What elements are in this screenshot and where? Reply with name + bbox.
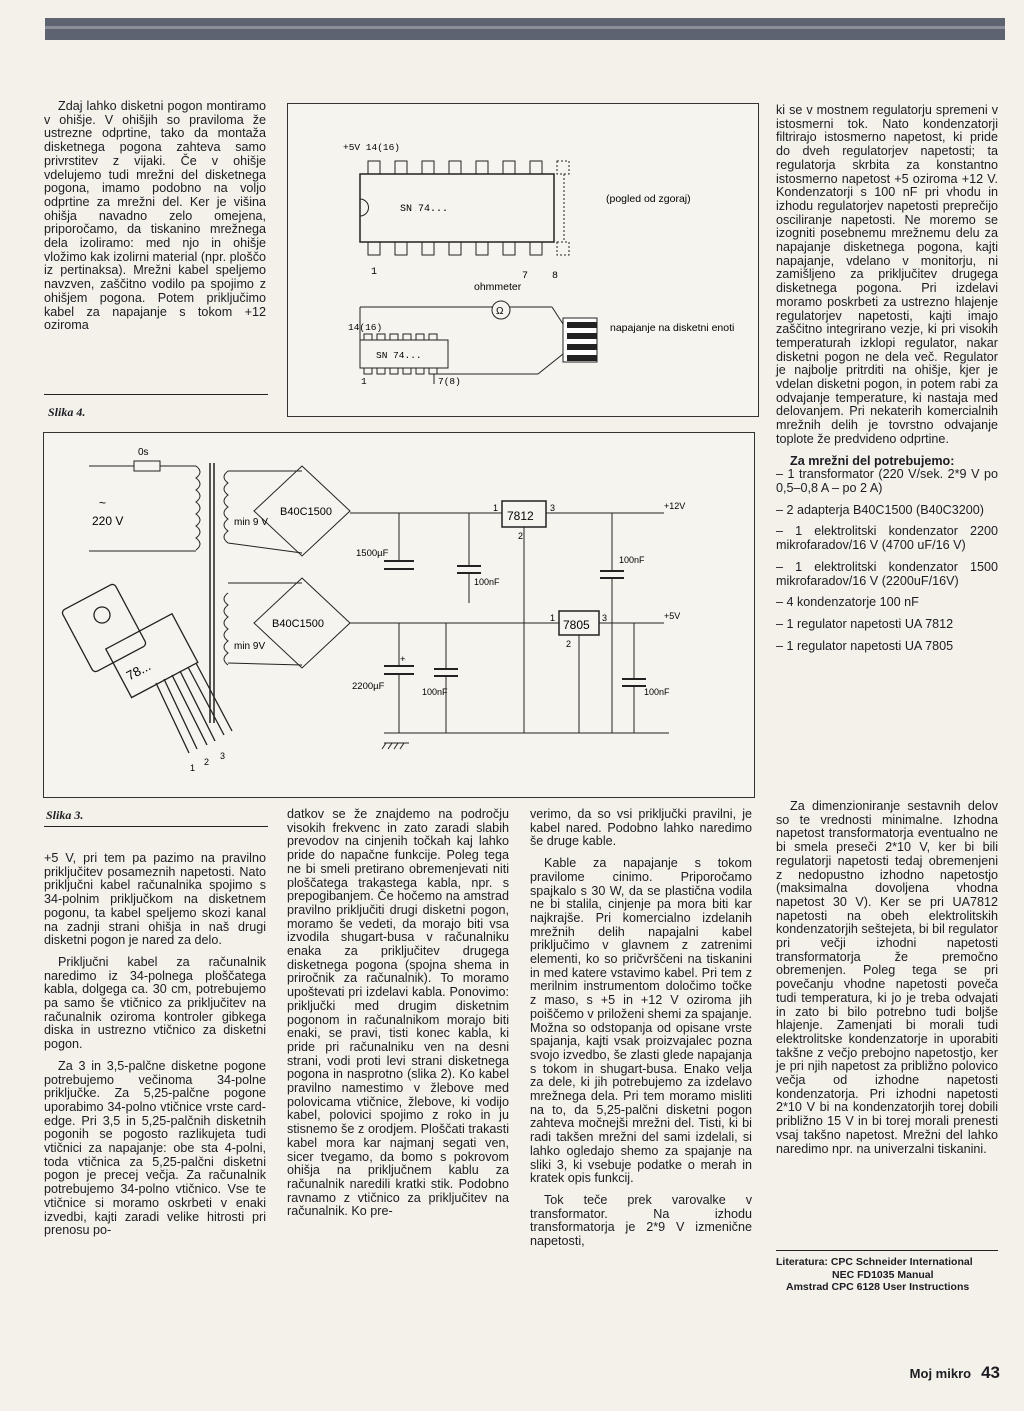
- cap3-label: 100nF: [619, 555, 645, 565]
- col4-top-text: [776, 104, 998, 661]
- pin-label: 7: [522, 271, 529, 282]
- pin-label: 1: [371, 267, 378, 278]
- bridge1-label: B40C1500: [280, 506, 332, 518]
- plus-sign: +: [400, 654, 406, 665]
- paragraph: +5 V, pri tem pa pazimo na pravilno priključitev posameznih napetosti. Nato priključni kabel računalnika spojimo s 34-polnim priključkom na disketnem pogonu, ta kabel speljemo skozi kanal na zadnji strani ohišja in naš drugi disketni pogon je nared za delo.: [44, 851, 266, 948]
- cap1-label: 1500µF: [356, 548, 389, 559]
- list-item: – 4 kondenzatorje 100 nF: [776, 595, 919, 610]
- divider: [44, 394, 268, 395]
- figure4-diagram: [287, 103, 759, 417]
- list-item: – 2 adapterja B40C1500 (B40C3200): [776, 502, 984, 517]
- leg-label: 2: [204, 757, 210, 767]
- leg-label: 1: [190, 763, 196, 773]
- page-number: 43: [981, 1363, 1000, 1382]
- figure3-caption: Slika 3.: [46, 808, 84, 822]
- list-item: – 1 elektrolitski kondenzator 1500 mikrofaradov/16 V (2200uF/16V): [776, 559, 998, 588]
- fuse-label: 0s: [138, 447, 149, 458]
- list-item: – 1 regulator napetosti UA 7805: [776, 638, 954, 653]
- wire: [538, 354, 563, 374]
- supply-label: +5V 14(16): [343, 142, 401, 153]
- figure3-diagram: [43, 432, 755, 798]
- col2-bottom-text: [287, 808, 509, 1227]
- literature: [776, 1256, 1006, 1294]
- pin-label: 3: [550, 503, 556, 513]
- divider: [776, 1250, 998, 1251]
- list-item: – 1 elektrolitski kondenzator 2200 mikrofaradov/16 V (4700 uF/16 V): [776, 524, 998, 553]
- paragraph: Tok teče prek varovalke v transformator. Na izhodu transformatorja je 2*9 V izmenične napetosti,: [530, 1192, 752, 1249]
- paragraph: Za 3 in 3,5-palčne disketne pogone potrebujemo večinoma 34-polne priključke. Za 5,25-palčne pogone uporabimo 34-polno vtičnice vrste card-edge. Pri 3,5 in 5,25-palčnih disketnih pogonih se pogosto razlikujeta tudi vtičnici za napajanje: obe sta 4-polni, toda vtičnica za 5,25-palčni disketni pogon je precej večja. Za računalnik potrebujemo 34-polno vtičnico. Vse te vtičnice si moramo oskrbeti v enaki izvedbi, kajti zaradi velike hitrosti pri prenosu po-: [44, 1058, 266, 1238]
- chip-top-body: [360, 174, 554, 242]
- pin-label: 3: [602, 613, 608, 623]
- literature-line: Amstrad CPC 6128 User Instructions: [786, 1281, 970, 1293]
- pin-label: 14(16): [348, 322, 383, 333]
- logic-test-diagram: [288, 104, 758, 416]
- cap2-label: 100nF: [474, 577, 500, 587]
- divider: [44, 826, 268, 827]
- chip-top-pins: [368, 161, 569, 255]
- pin-label: 8: [552, 271, 559, 282]
- cap5-label: 100nF: [422, 687, 448, 697]
- ground-icon: [382, 743, 409, 749]
- secondary1-label: min 9 V: [234, 517, 268, 528]
- secondary2-label: min 9V: [234, 641, 266, 652]
- paragraph: Zdaj lahko disketni pogon montiramo v ohišje. V ohišjih so praviloma že ustrezne odprtine, tako da montaža disketnega pogona zahteva samo privrstitev z vijaki. Če v ohišje vdelujemo tudi mrežni del disketnega pogona, imamo podobno na voljo odprtine za mrežni del. Ker je višina ohišja navadno zelo omejena, priporočamo, da tiskanino mrežnega dela izoliramo: med njo in ohišje vložimo kak izolirni material (npr. ploščo iz pertinaksa). Mrežni kabel speljemo navzven, zaščitno vodilo pa spojimo z ohišjem pogona. Potem priključimo kabel za napajanje s tokom +12 oziroma: [44, 99, 266, 333]
- col3-bottom-text: [530, 808, 752, 1257]
- reg2-label: 7805: [563, 618, 590, 632]
- paragraph: Kable za napajanje s tokom pravilome cinimo. Priporočamo spajkalo s 30 W, da se plastična vodila ne bi stalila, cinjenje pa mora biti kar najkrajše. Pri komercialno izdelanih mrežnih delih napajalni kabel priključimo v glavnem z zatrenimi elementi, ko so pričvrščeni na tiskanini in med katere vstavimo kabel. Pri tem z merilnim instrumentom določimo točke z maso, s +5 in +12 V oziroma jih poiščemo v priloženi shemi za spajanje. Možna so odstopanja od opisane vrste spajanja, kajti vsak proizvajalec pozna svojo izvedbo, še zlasti glede napajanja s tokom in shugart-busa. Enako velja za dele, ki jih potrebujemo za izdelavo mrežnega dela. Pri tem moramo misliti na to, da 5,25-palčni disketni pogon zahteva močnejši mrežni del. Tisti, ki bi radi takšen mrežni del sami izdelali, si lahko ogledajo shemo za spajanje na sliki 3, ki vsebuje podatke o merah in kratek opis funkcij.: [530, 856, 752, 1186]
- left-top-text: [44, 100, 266, 341]
- parts-list: [776, 468, 998, 653]
- leg-label: 3: [220, 751, 226, 761]
- paragraph: Priključni kabel za računalnik naredimo iz 34-polnega ploščatega kabla, dolgega ca. 30 cm, potrebujemo pa samo še vtičnico za priključitev na računalnik oziroma kontroler gibkega diska in ustrezno vtičnico za disketni pogon.: [44, 954, 266, 1052]
- transformer-primary: [196, 466, 200, 550]
- power-connector: [563, 318, 597, 362]
- figure4-caption: Slika 4.: [48, 405, 86, 419]
- magazine-name: Moj mikro: [909, 1366, 972, 1381]
- ohm-symbol: Ω: [496, 306, 504, 317]
- connector-note: [610, 322, 734, 334]
- fuse-icon: [134, 461, 160, 471]
- out12-label: +12V: [664, 501, 686, 511]
- page-footer: [910, 1363, 1000, 1383]
- pin-label: 2: [566, 639, 572, 649]
- transformer-secondary1: [224, 471, 228, 543]
- paragraph: datkov se že znajdemo na področju visokih frekvenc in zato zaradi slabih prevodov na cinjenih točkah kaj lahko pride do napačne funkcije. Poleg tega ne bi smeli pretirano obremenjevati niti ploščatega trakastega kabla, npr. s prepogibanjem. Če hočemo na amstrad pravilno priključiti drugi disketni pogon, moramo še vedeti, da morajo biti vsa izvodila shugart-busa v računalniku enaka za priključitev drugega disketnega pogona (spojna shema in priročnik za računalnik). To moramo upoštevati pri izdelavi kabla. Ponovimo: priključki med drugim disketnim pogonom in računalnikom morajo biti enaki, se pravi, tisti konec kabla, ki pride pri računalniku ven na desni strani, vodi proti levi strani disketnega pogona in nasprotno (slika 2). Ko kabel pravilno namestimo v žlebove med polovicama vtičnice, žlebove, ki vodijo kabel, polovici spojimo z roko in ju stisnemo še z orodjem. Ploščati trakasti kabel mora kar najmanj segati ven, sicer tvegamo, da bomo s pokrovom ohišja na priključnem kablu za računalnik naredili kratki stik. Podobno ravnamo z vtičnico za priključitev na računalnik. Ko pre-: [287, 807, 509, 1219]
- cap4-label: 2200µF: [352, 681, 385, 692]
- pin-label: 2: [518, 531, 524, 541]
- reg1-label: 7812: [507, 509, 534, 523]
- view-note: (pogled od zgoraj): [606, 193, 691, 205]
- out5-label: +5V: [664, 611, 681, 621]
- pin-label: 7(8): [438, 376, 461, 387]
- ac-symbol: ~: [99, 496, 107, 510]
- list-item: – 1 regulator napetosti UA 7812: [776, 616, 954, 631]
- literature-line: NEC FD1035 Manual: [832, 1268, 934, 1281]
- wire: [552, 307, 563, 324]
- parts-heading: Za mrežni del potrebujemo:: [790, 453, 955, 468]
- col1-bottom-text: [44, 852, 266, 1246]
- paragraph: Za dimenzioniranje sestavnih delov so te vrednosti minimalne. Izhodna napetost transformatorja eventualno ne bi smela preseči 2*10 V, ker bi bili regulatorji napetosti tedaj obremenjeni z nedopustno izhodno napetostjo (maksimalna dovoljena vhodna napetost 30 V). Ker se pri UA7812 napetosti na obeh elektrolitskih kondenzatorjih seštejeta, bi bil regulator pri večji izhodni napetosti transformatorja že premočno obremenjen. Poleg tega se pri povečanju vhodne napetosti poveča tudi temperatura, ki jo je treba odvajati in zato bi bilo potrebno tudi boljše hlajenje. Zamenjati bi morali tudi elektrolitske kondenzatorje in uporabiti takšne z večjo prebojno napetostjo, ker je pri njih napetost za približno polovico večja od izhodne napetosti kondenzatorja. Pri izhodni napetosti 2*10 V bi na kondenzatorjih torej dobili približno 15 V in bi torej morali prenesti vsaj takšno napetost. Mrežni del lahko naredimo npr. na univerzalni tiskanini.: [776, 799, 998, 1156]
- transformer-secondary2: [224, 593, 228, 665]
- chip-notch: [360, 199, 369, 216]
- col4-bottom-text: [776, 800, 998, 1164]
- header-bar: [45, 18, 1005, 40]
- pin-label: 1: [361, 376, 367, 387]
- bridge2-label: B40C1500: [272, 618, 324, 630]
- package-label: 78...: [123, 658, 154, 684]
- literature-line: Literatura: CPC Schneider International: [776, 1256, 973, 1268]
- wire: [228, 543, 302, 553]
- paragraph: ki se v mostnem regulatorju spremeni v istosmerni tok. Nato kondenzatorji filtrirajo istosmerno napetost, ki pride do dveh regulatorjev napetosti; ta regulatorja skrbita za konstantno istosmerno napetost +5 oziroma +12 V. Kondenzatorji s 100 nF pri vhodu in izhodu regulatorjev napetosti preprečijo osciliranje napetosti. Ne moremo se izogniti posebnemu mrežnemu delu za napajanje disketnega pogona, kajti napajanje, vdelano v monitorju, ni zamišljeno za priključitev drugega disketnega pogona. Pri izdelavi moramo poskrbeti za ustrezno hlajenje regulatorjev napetosti, kajti imajo zaščitno integrirano vezje, ki pri visokih temperaturah izklopi regulator, nakar disketni pogon ne dela več. Regulator je najbolje pritrditi na ohišje, kjer je vdelan disketni pogon, in potem rabi za odvajanje temperature, ki nastaja med delovanjem. Pri nekaterih komercialnih mrežnih delih je tovrstno odvajanje toplote že predvideno odprtine.: [776, 103, 998, 446]
- pin-label: 1: [550, 613, 556, 623]
- pin-label: 1: [493, 503, 499, 513]
- chip-top-label: SN 74...: [400, 204, 449, 215]
- connector-note-text: napajanje na disketni enoti: [610, 322, 735, 334]
- chip-bottom-label: SN 74...: [376, 350, 422, 361]
- wire: [228, 663, 302, 665]
- ohmmeter-label: ohmmeter: [474, 281, 522, 293]
- power-supply-schematic: [44, 433, 754, 797]
- list-item: – 1 transformator (220 V/sek. 2*9 V po 0,5–0,8 A – po 2 A): [776, 467, 998, 495]
- paragraph: verimo, da so vsi priključki pravilni, je kabel nared. Podobno lahko naredimo še druge kable.: [530, 807, 752, 849]
- mains-label: 220 V: [92, 514, 124, 528]
- cap6-label: 100nF: [644, 687, 670, 697]
